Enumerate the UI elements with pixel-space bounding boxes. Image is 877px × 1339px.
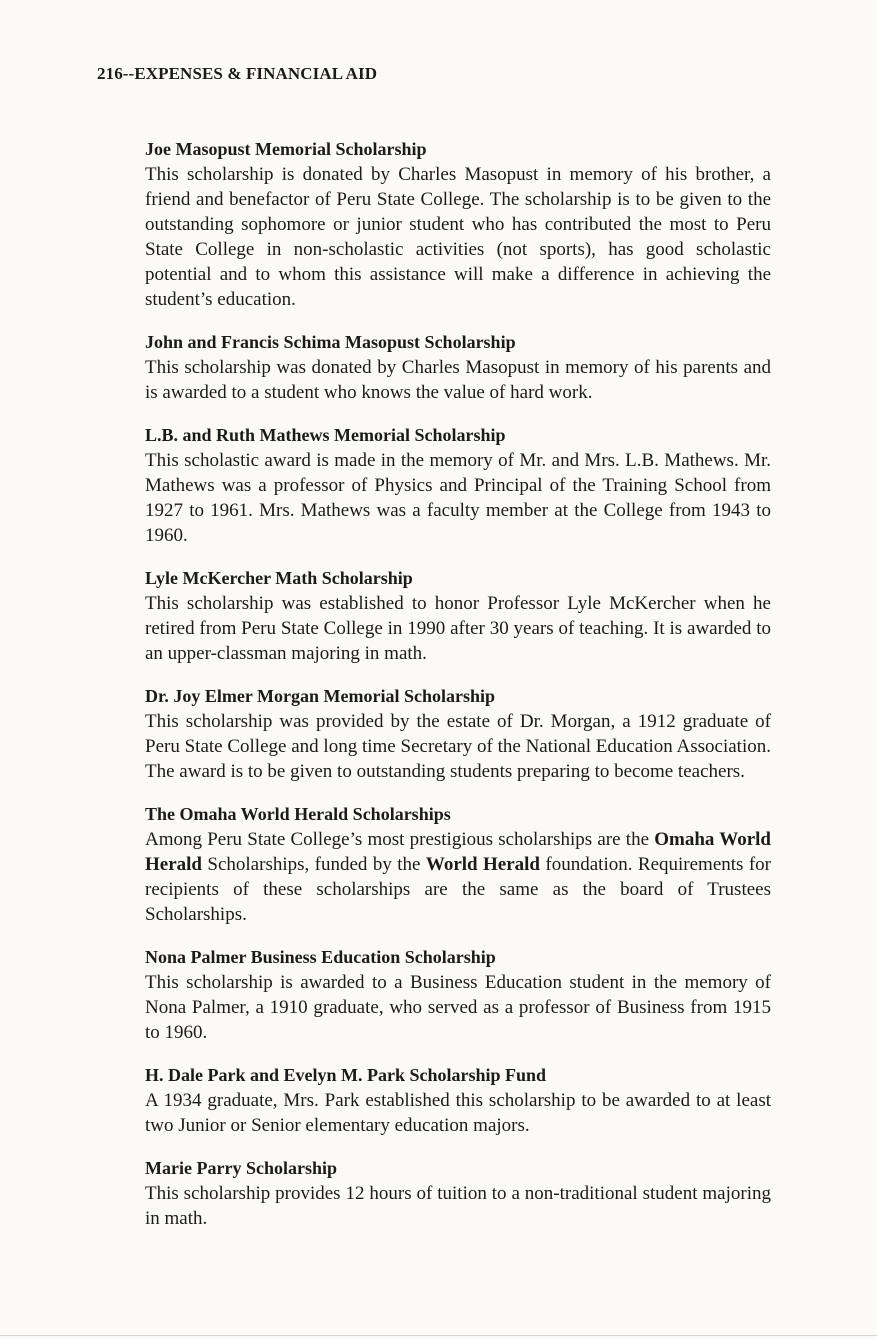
bold-sponsor-name: World Herald [425,854,541,875]
scholarship-description [145,827,771,927]
scholarship-entry [145,329,771,405]
scholarship-title: Joe Masopust Memorial Scholarship [145,139,427,159]
scholarship-title: Dr. Joy Elmer Morgan Memorial Scholarship [145,686,495,706]
scholarship-title: H. Dale Park and Evelyn M. Park Scholarship Fund [145,1065,547,1085]
scholarship-description: This scholarship was provided by the estate of Dr. Morgan, a 1912 graduate of Peru State College and long time Secretary of the National Education Association. The award is to be given to outstanding students preparing to become teachers. [145,711,771,782]
scholarship-entry [145,136,771,312]
scholarship-title: Marie Parry Scholarship [145,1158,337,1178]
description-text: Among Peru State College’s most prestigious scholarships are the [145,829,655,850]
scholarship-title: L.B. and Ruth Mathews Memorial Scholarship [145,425,506,445]
description-text: Scholarships, funded by the [202,854,426,875]
scholarship-description: This scholarship is donated by Charles Masopust in memory of his brother, a friend and benefactor of Peru State College. The scholarship is to be given to the outstanding sophomore or junior student who has contributed the most to Peru State College in non-scholastic activities (not sports), has good scholastic potential and to whom this assistance will make a difference in achieving the student’s education. [145,164,771,310]
scholarship-list [145,136,771,1248]
scholarship-entry [145,1062,771,1138]
description-text: foundation. Requirements for recipients of these scholarships are the same as the board of Trustees Scholarships. [145,854,771,925]
scholarship-title: Nona Palmer Business Education Scholarship [145,947,496,967]
scholarship-entry [145,422,771,548]
scholarship-description: This scholastic award is made in the memory of Mr. and Mrs. L.B. Mathews. Mr. Mathews was a professor of Physics and Principal of the Training School from 1927 to 1961. Mrs. Mathews was a faculty member at the College from 1943 to 1960. [145,450,771,546]
scholarship-description: This scholarship was donated by Charles Masopust in memory of his parents and is awarded to a student who knows the value of hard work. [145,357,771,403]
scholarship-description: This scholarship is awarded to a Business Education student in the memory of Nona Palmer, a 1910 graduate, who served as a professor of Business from 1915 to 1960. [145,972,771,1043]
bold-sponsor-name: Omaha World Herald [145,829,771,875]
scholarship-entry [145,683,771,784]
scholarship-description: A 1934 graduate, Mrs. Park established this scholarship to be awarded to at least two Junior or Senior elementary education majors. [145,1090,771,1136]
scholarship-title: Lyle McKercher Math Scholarship [145,568,413,588]
page-header: 216--EXPENSES & FINANCIAL AID [97,64,378,83]
page-bottom-edge [0,1335,877,1336]
scholarship-title: John and Francis Schima Masopust Scholarship [145,332,516,352]
scholarship-entry [145,801,771,927]
scholarship-entry [145,565,771,666]
scholarship-description: This scholarship was established to honor Professor Lyle McKercher when he retired from Peru State College in 1990 after 30 years of teaching. It is awarded to an upper-classman majoring in math. [145,593,771,664]
scholarship-title: The Omaha World Herald Scholarships [145,804,451,824]
scholarship-entry [145,1155,771,1231]
scholarship-entry [145,944,771,1045]
scholarship-description: This scholarship provides 12 hours of tuition to a non-traditional student majoring in math. [145,1183,771,1229]
